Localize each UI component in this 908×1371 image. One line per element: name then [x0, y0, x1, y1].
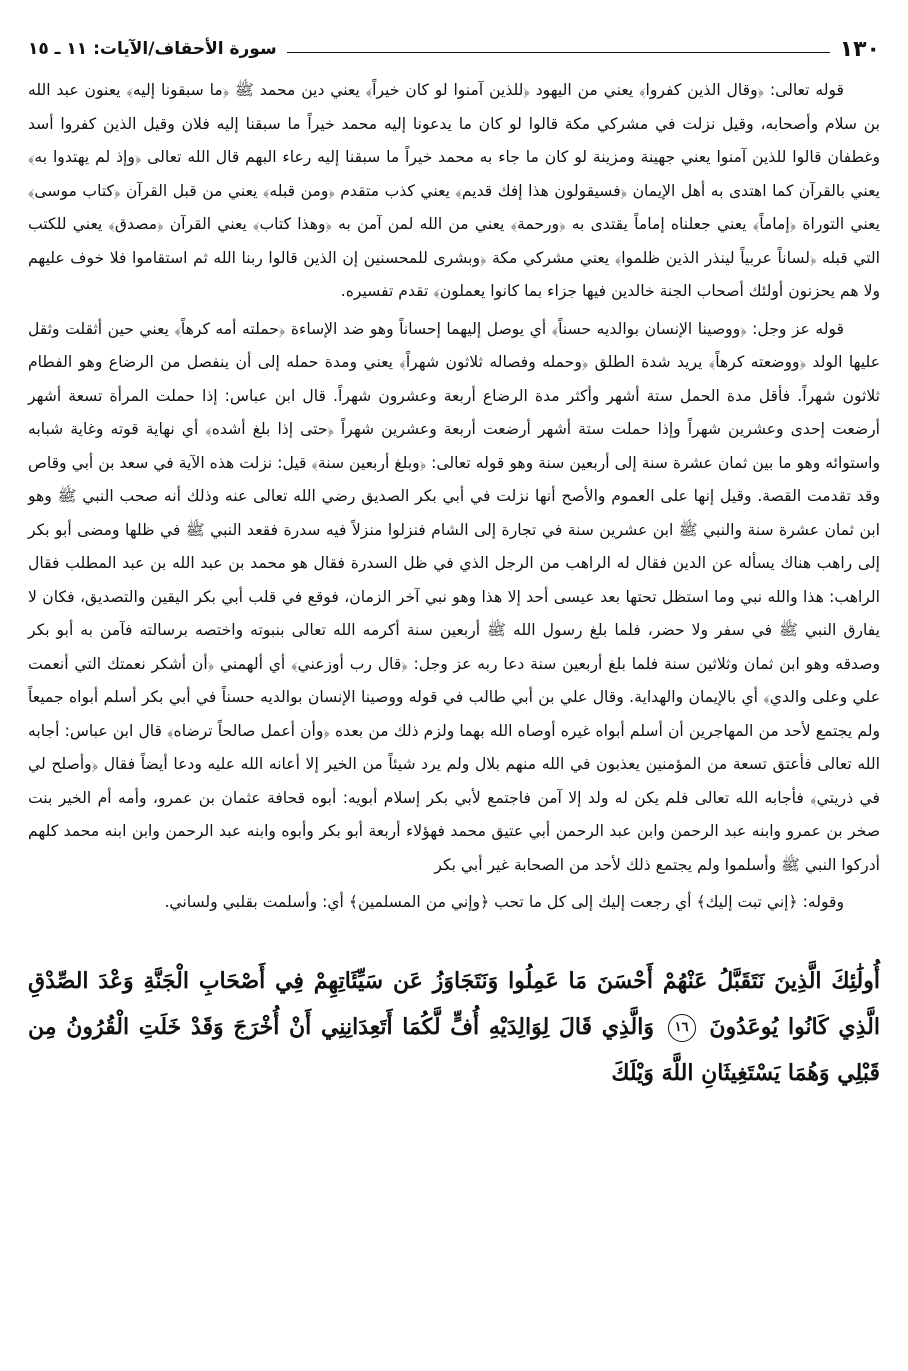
paragraph: وقوله: ﴿إني تبت إليك﴾ أي رجعت إليك إلى كل ما تحب ﴿وإني من المسلمين﴾ أي: وأسلمت بقلبي ولساني.: [164, 893, 844, 911]
running-title: سورة الأحقاف/الآيات: ١١ ـ ١٥: [28, 39, 277, 59]
verse-number-marker: ١٦: [668, 1014, 696, 1042]
quran-verses: [28, 958, 880, 1096]
page-number: ١٣٠: [839, 36, 880, 62]
running-header: [28, 34, 880, 64]
verse-text: أُولَٰئِكَ الَّذِينَ نَتَقَبَّلُ عَنْهُمْ أَحْسَنَ مَا عَمِلُوا وَنَتَجَاوَزُ عَن سَيِّئَاتِهِمْ فِي أَصْحَابِ الْجَنَّةِ وَعْدَ الصِّدْقِ الَّذِي كَانُوا يُوعَدُونَ: [28, 967, 880, 1040]
header-rule: [287, 52, 830, 53]
commentary-text: [28, 74, 880, 920]
paragraph: قوله عز وجل: ﴿ووصينا الإنسان بوالديه حسناً﴾ أي يوصل إليهما إحساناً وهو ضد الإساءة ﴿حملته أمه كرهاً﴾ يعني حين أثقلت وثقل عليها الولد ﴿ووضعته كرهاً﴾ يريد شدة الطلق ﴿وحمله وفصاله ثلاثون شهراً﴾ يعني ومدة حمله إلى أن ينفصل من الرضاع وهو الفطام ثلاثون شهراً. فأقل مدة الحمل ستة أشهر وأكثر مدة الرضاع أربعة وعشرون شهراً. قال ابن عباس: إذا حملت المرأة تسعة أشهر أرضعت إحدى وعشرين شهراً وإذا حملت ستة أشهر أرضعت أربعة وعشرين شهراً ﴿حتى إذا بلغ أشده﴾ أي نهاية قوته وغاية شبابه واستوائه وهو ما بين ثمان عشرة سنة إلى أربعين سنة وهو قوله تعالى: ﴿وبلغ أربعين سنة﴾ قيل: نزلت هذه الآية في سعد بن أبي وقاص وقد تقدمت القصة. وقيل إنها على العموم والأصح أنها نزلت في أبي بكر الصديق رضي الله تعالى عنه وذلك أنه صحب النبي ﷺ وهو ابن ثمان عشرة سنة والنبي ﷺ ابن عشرين سنة في تجارة إلى الشام فنزلوا منزلاً فيه سدرة فقعد النبي ﷺ في ظلها ومضى أبو بكر إلى راهب هناك يسأله عن الدين فقال له الراهب من الرجل الذي في ظل السدرة فقال هو محمد بن عبد الله بن عبد المطلب فقال الراهب: هذا والله نبي وما استظل تحتها بعد عيسى أحد إلا هذا وهو نبي آخر الزمان، فوقع في قلب أبي بكر اليقين والتصديق، فكان لا يفارق النبي ﷺ في سفر ولا حضر، فلما بلغ رسول الله ﷺ أربعين سنة أكرمه الله تعالى بنبوته واختصه برسالته فآمن به أبو بكر وصدقه وهو ابن ثمان وثلاثين سنة فلما بلغ أربعين سنة دعا ربه عز وجل: ﴿قال رب أوزعني﴾ أي ألهمني ﴿أن أشكر نعمتك التي أنعمت علي وعلى والدي﴾ أي بالإيمان والهداية. وقال علي بن أبي طالب في قوله ووصينا الإنسان بوالديه حسناً في أبي بكر أسلم أبواه جميعاً ولم يجتمع لأحد من المهاجرين أن أسلم أبواه غيره أوصاه الله بهما ولزم ذلك من بعده ﴿وأن أعمل صالحاً ترضاه﴾ قال ابن عباس: أجابه الله تعالى فأعتق تسعة من المؤمنين يعذبون في الله منهم بلال ولم يرد شيئاً من الخير إلا أعانه الله عليه ودعا أيضاً فقال ﴿وأصلح لي في ذريتي﴾ فأجابه الله تعالى فلم يكن له ولد إلا آمن فاجتمع لأبي بكر إسلام أبويه: أبوه قحافة عثمان بن عمرو، وأمه أم الخير بنت صخر بن عمرو وابنه عبد الرحمن وابن عبد الرحمن أبي عتيق محمد فهؤلاء أربعة أبو بكر وأبوه وابنه عبد الرحمن وابن ابنه محمد كلهم أدركوا النبي ﷺ وأسلموا ولم يجتمع ذلك لأحد من الصحابة غير أبي بكر: [28, 319, 880, 874]
verse-text: وَالَّذِي قَالَ لِوَالِدَيْهِ أُفٍّ لَّكُمَا أَتَعِدَانِنِي أَنْ أُخْرَجَ وَقَدْ خَلَتِ الْقُرُونُ مِن قَبْلِي وَهُمَا يَسْتَغِيثَانِ اللَّهَ وَيْلَكَ: [28, 1013, 880, 1086]
paragraph: قوله تعالى: ﴿وقال الذين كفروا﴾ يعني من اليهود ﴿للذين آمنوا لو كان خيراً﴾ يعني دين محمد ﷺ ﴿ما سبقونا إليه﴾ يعنون عبد الله بن سلام وأصحابه، وقيل نزلت في مشركي مكة قالوا لو كان ما يدعونا إليه محمد خيراً ما سبقنا إليه فلان وقيل الذين كفروا أسد وغطفان قالوا للذين آمنوا يعني جهينة ومزينة لو كان ما جاء به محمد خيراً ما سبقنا إليه رعاء البهم قال الله تعالى ﴿وإذ لم يهتدوا به﴾ يعني بالقرآن كما اهتدى به أهل الإيمان ﴿فسيقولون هذا إفك قديم﴾ يعني كذب متقدم ﴿ومن قبله﴾ يعني من قبل القرآن ﴿كتاب موسى﴾ يعني التوراة ﴿إماماً﴾ يعني جعلناه إماماً يقتدى به ﴿ورحمة﴾ يعني من الله لمن آمن به ﴿وهذا كتاب﴾ يعني القرآن ﴿مصدق﴾ يعني للكتب التي قبله ﴿لساناً عربياً لينذر الذين ظلموا﴾ يعني مشركي مكة ﴿وبشرى للمحسنين إن الذين قالوا ربنا الله ثم استقاموا فلا خوف عليهم ولا هم يحزنون أولئك أصحاب الجنة خالدين فيها جزاء بما كانوا يعملون﴾ تقدم تفسيره.: [28, 81, 880, 300]
